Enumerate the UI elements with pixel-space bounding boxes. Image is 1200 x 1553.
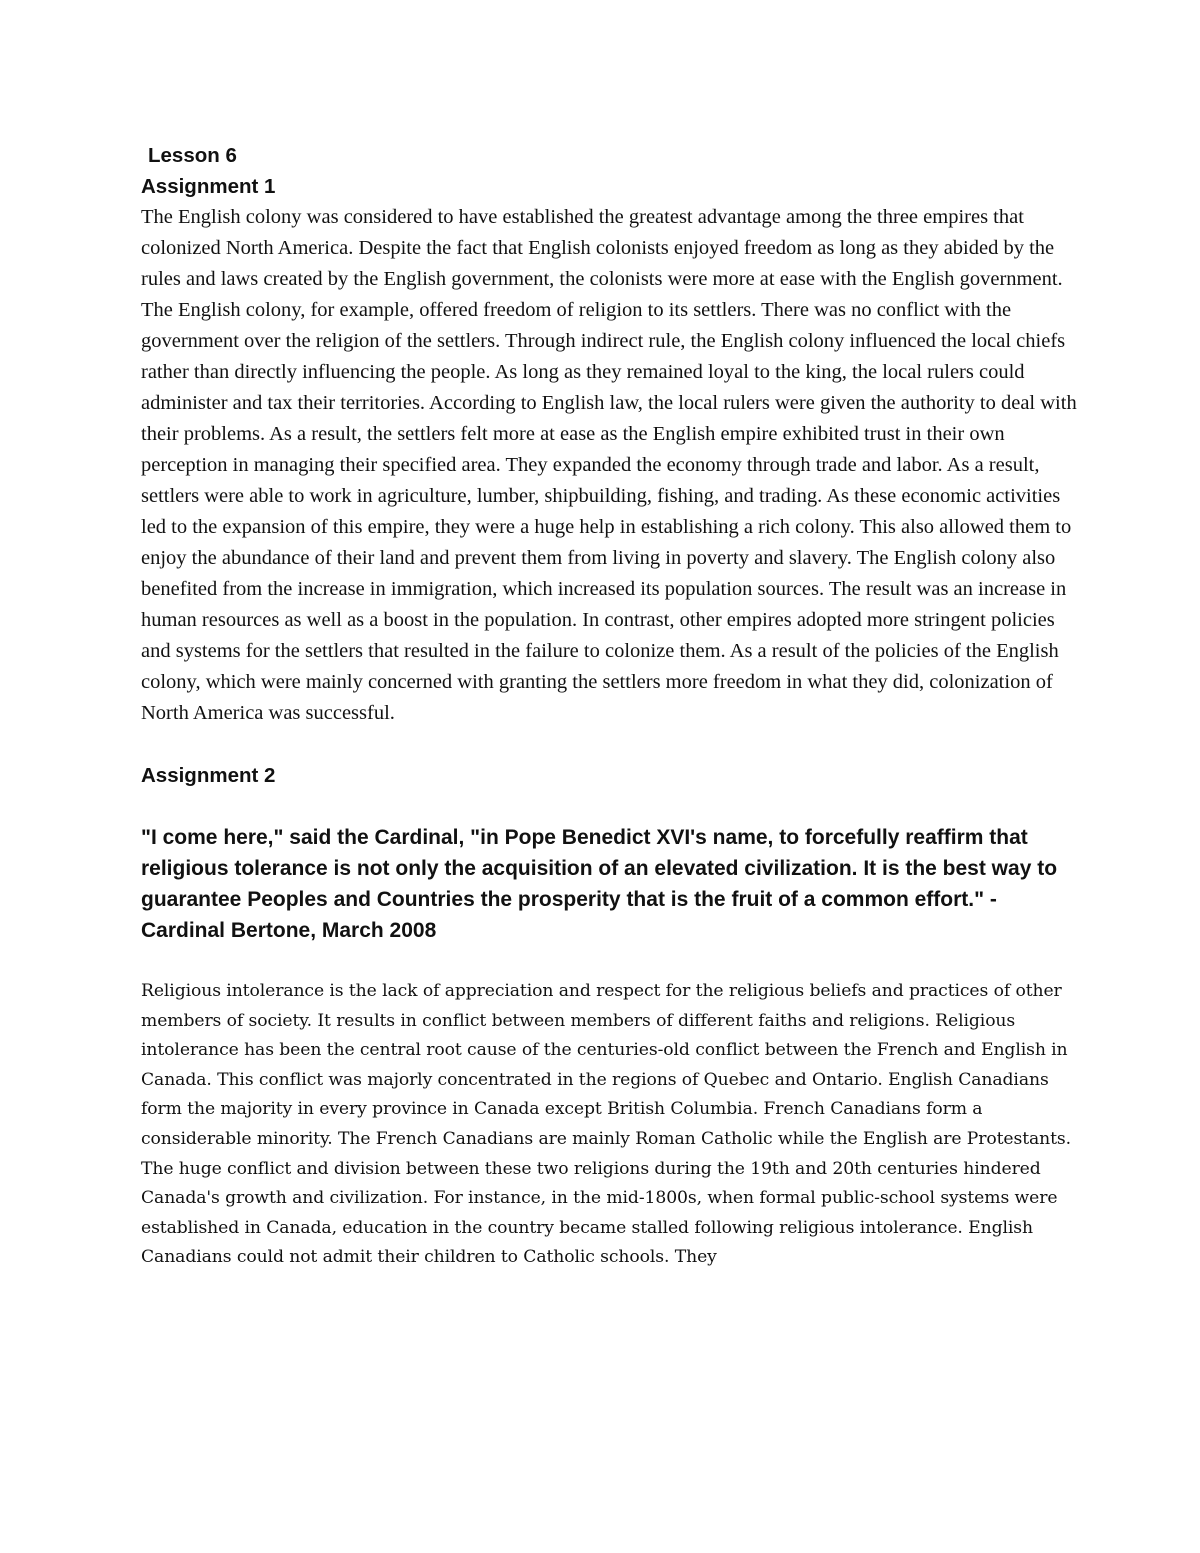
document-page — [141, 140, 1081, 1273]
assignment-1-heading: Assignment 1 — [141, 175, 276, 198]
lesson-title: Lesson 6 — [148, 144, 237, 167]
assignment-2-paragraph-2: The huge conflict and division between these two religions during the 19th and 20th centuries hindered Canada's growth and civilization. For instance, in the mid-1800s, when formal public-school systems were established in Canada, education in the country became stalled following religious intolerance. English Canadians could not admit their children to Catholic schools. They — [141, 1158, 1058, 1268]
assignment-2-heading: Assignment 2 — [141, 764, 276, 787]
assignment-1-body: The English colony was considered to have established the greatest advantage among the three empires that colonized North America. Despite the fact that English colonists enjoyed freedom as long as they abided by the rules and laws created by the English government, the colonists were more at ease with the English government. The English colony, for example, offered freedom of religion to its settlers. There was no conflict with the government over the religion of the settlers. Through indirect rule, the English colony influenced the local chiefs rather than directly influencing the people. As long as they remained loyal to the king, the local rulers could administer and tax their territories. According to English law, the local rulers were given the authority to deal with their problems. As a result, the settlers felt more at ease as the English empire exhibited trust in their own perception in managing their specified area. They expanded the economy through trade and labor. As a result, settlers were able to work in agriculture, lumber, shipbuilding, fishing, and trading. As these economic activities led to the expansion of this empire, they were a huge help in establishing a rich colony. This also allowed them to enjoy the abundance of their land and prevent them from living in poverty and slavery. The English colony also benefited from the increase in immigration, which increased its population sources. The result was an increase in human resources as well as a boost in the population. In contrast, other empires adopted more stringent policies and systems for the settlers that resulted in the failure to colonize them. As a result of the policies of the English colony, which were mainly concerned with granting the settlers more freedom in what they did, colonization of North America was successful. — [141, 206, 1077, 724]
assignment-2-paragraph-1: Religious intolerance is the lack of appreciation and respect for the religious beliefs and practices of other members of society. It results in conflict between members of different faiths and religions. Religious intolerance has been the central root cause of the centuries-old conflict between the French and English in Canada. This conflict was majorly concentrated in the regions of Quebec and Ontario. English Canadians form the majority in every province in Canada except British Columbia. French Canadians form a considerable minority. The French Canadians are mainly Roman Catholic while the English are Protestants. — [141, 981, 1072, 1149]
cardinal-quote: "I come here," said the Cardinal, "in Pope Benedict XVI's name, to forcefully reaffirm that religious tolerance is not only the acquisition of an elevated civilization. It is the best way to guarantee Peoples and Countries the prosperity that is the fruit of a common effort." - Cardinal Bertone, March 2008 — [141, 826, 1058, 942]
